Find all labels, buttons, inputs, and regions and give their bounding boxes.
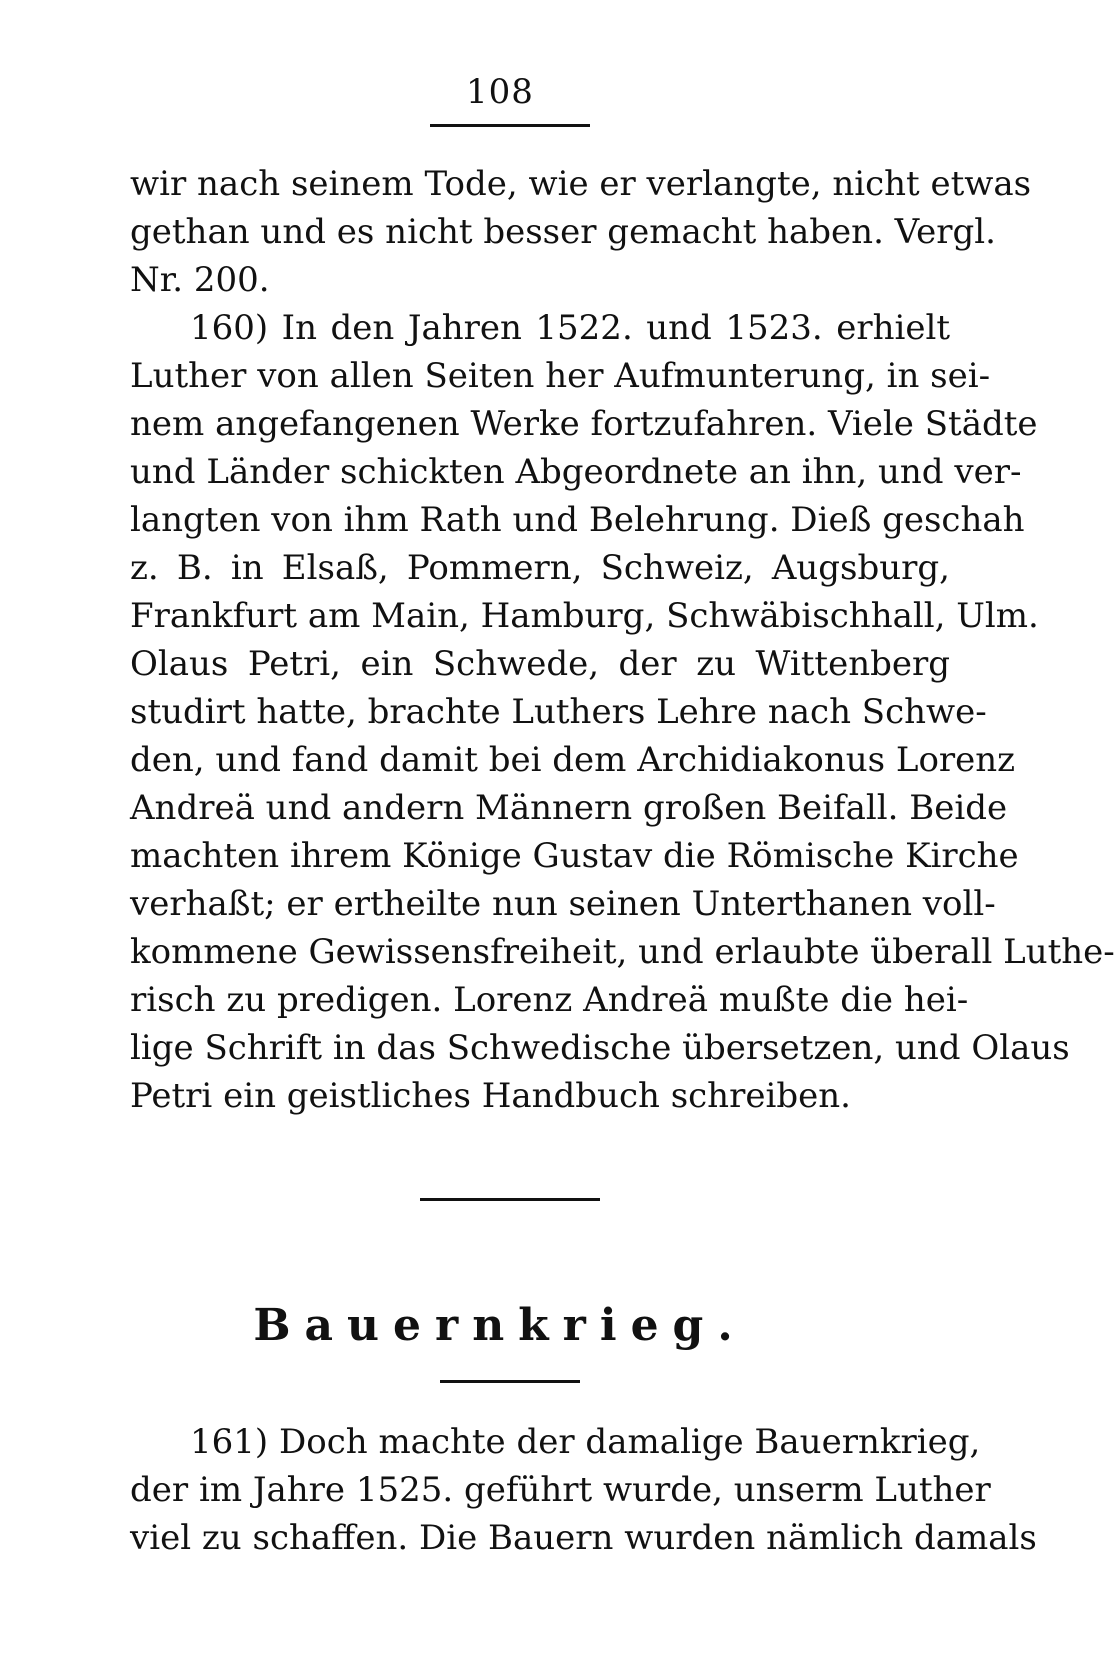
- text-line: Andreä und andern Männern großen Beifall. Beide: [130, 788, 1008, 828]
- text-line: Petri ein geistliches Handbuch schreiben.: [130, 1076, 851, 1116]
- text-line: Olaus Petri, ein Schwede, der zu Wittenberg: [130, 644, 950, 684]
- text-line: nem angefangenen Werke fortzufahren. Viele Städte: [130, 404, 1038, 444]
- section-divider: [420, 1198, 600, 1201]
- section-heading: Bauernkrieg.: [253, 1300, 747, 1351]
- text-line: Frankfurt am Main, Hamburg, Schwäbischhall, Ulm.: [130, 596, 1039, 636]
- text-line: langten von ihm Rath und Belehrung. Dieß geschah: [130, 500, 1025, 540]
- text-line: den, und fand damit bei dem Archidiakonus Lorenz: [130, 740, 1016, 780]
- text-line: gethan und es nicht besser gemacht haben. Vergl.: [130, 212, 996, 252]
- text-line: machten ihrem Könige Gustav die Römische Kirche: [130, 836, 1019, 876]
- text-line: und Länder schickten Abgeordnete an ihn, und ver-: [130, 452, 1022, 492]
- text-line: verhaßt; er ertheilte nun seinen Unterthanen voll-: [130, 884, 996, 924]
- text-line: z. B. in Elsaß, Pommern, Schweiz, Augsburg,: [130, 548, 950, 588]
- text-line: 161) Doch machte der damalige Bauernkrieg,: [190, 1422, 981, 1462]
- text-line: studirt hatte, brachte Luthers Lehre nach Schwe-: [130, 692, 987, 732]
- text-line: der im Jahre 1525. geführt wurde, unserm Luther: [130, 1470, 991, 1510]
- text-line: 160) In den Jahren 1522. und 1523. erhielt: [190, 308, 950, 348]
- text-line: viel zu schaffen. Die Bauern wurden nämlich damals: [130, 1518, 1037, 1558]
- text-line: kommene Gewissensfreiheit, und erlaubte überall Luthe-: [130, 932, 1115, 972]
- heading-rule: [440, 1380, 580, 1383]
- text-line: lige Schrift in das Schwedische übersetzen, und Olaus: [130, 1028, 1070, 1068]
- text-line: risch zu predigen. Lorenz Andreä mußte die hei-: [130, 980, 969, 1020]
- text-line: Nr. 200.: [130, 260, 270, 300]
- text-line: wir nach seinem Tode, wie er verlangte, nicht etwas: [130, 164, 1032, 204]
- header-rule: [430, 124, 590, 127]
- page-number: 108: [466, 72, 534, 112]
- text-line: Luther von allen Seiten her Aufmunterung, in sei-: [130, 356, 991, 396]
